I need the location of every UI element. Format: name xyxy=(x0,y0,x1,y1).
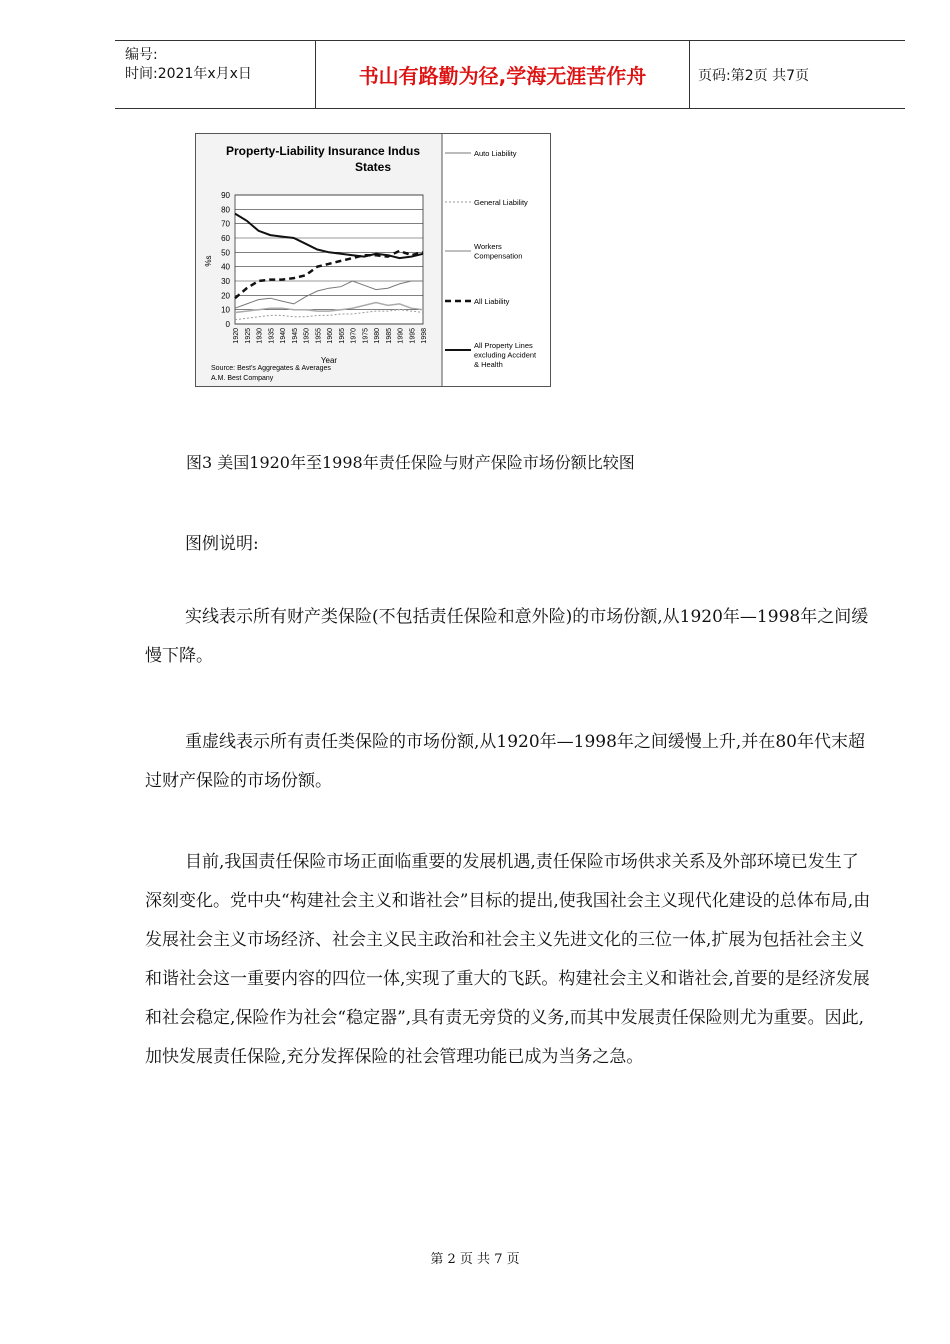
legend-label-line: excluding Accident xyxy=(474,350,537,360)
y-axis-label: %s xyxy=(204,255,213,267)
chart-title: Property-Liability Insurance Indus xyxy=(225,144,421,158)
x-tick-label: 1935 xyxy=(268,328,276,344)
y-tick-label: 60 xyxy=(221,234,230,243)
x-tick-label: 1955 xyxy=(315,328,323,344)
y-tick-label: 0 xyxy=(225,320,230,329)
y-tick-label: 70 xyxy=(221,219,230,229)
x-tick-label: 1965 xyxy=(338,328,346,344)
y-tick-label: 80 xyxy=(221,205,230,215)
legend-label-line: General Liability xyxy=(474,198,528,207)
page-footer: 第 2 页 共 7 页 xyxy=(430,1252,520,1267)
x-tick-label: 1950 xyxy=(303,328,311,344)
paragraph-dashed-line xyxy=(145,723,875,801)
paragraph-main xyxy=(145,843,875,1077)
legend-label-line: All Liability xyxy=(474,297,510,306)
x-tick-label: 1930 xyxy=(256,328,264,344)
chart-canvas xyxy=(195,133,551,387)
figure-caption: 图3 美国1920年至1998年责任保险与财产保险市场份额比较图 xyxy=(186,453,635,472)
x-tick-label: 1995 xyxy=(409,328,417,344)
x-tick-label: 1960 xyxy=(327,328,334,344)
legend-label xyxy=(474,198,528,207)
document-time-label: 时间:2021年x月x日 xyxy=(125,66,252,82)
x-tick-label: 1990 xyxy=(397,328,405,344)
y-tick-label: 40 xyxy=(221,262,230,272)
paragraph-dashed-line-text: 重虚线表示所有责任类保险的市场份额,从1920年—1998年之间缓慢上升,并在80年代末超过财产保险的市场份额。 xyxy=(145,732,865,791)
header-page-number: 页码:第2页 共7页 xyxy=(698,67,809,84)
legend-label-line: Compensation xyxy=(474,251,523,261)
market-share-chart xyxy=(195,133,551,387)
legend-label-line: Auto Liability xyxy=(474,149,517,158)
chart-source-line1: Source: Best's Aggregates & Averages xyxy=(211,365,331,372)
legend-label-line: All Property Lines xyxy=(474,341,533,350)
header-meta xyxy=(115,41,316,108)
paragraph-solid-line xyxy=(145,598,875,676)
legend-label-line: & Health xyxy=(474,360,503,369)
chart-source-line2: A.M. Best Company xyxy=(211,375,274,382)
y-tick-label: 90 xyxy=(221,191,230,200)
legend-label xyxy=(474,297,510,306)
y-tick-label: 30 xyxy=(221,277,230,286)
legend-label xyxy=(474,149,517,158)
page-header xyxy=(115,40,905,109)
document-number-label: 编号: xyxy=(125,47,158,63)
x-tick-label: 1940 xyxy=(280,328,287,344)
x-tick-label: 1985 xyxy=(385,328,393,344)
x-tick-label: 1998 xyxy=(421,328,428,344)
header-motto: 书山有路勤为径,学海无涯苦作舟 xyxy=(316,41,690,108)
paragraph-main-text: 目前,我国责任保险市场正面临重要的发展机遇,责任保险市场供求关系及外部环境已发生了深刻变化。党中央“构建社会主义和谐社会”目标的提出,使我国社会主义现代化建设的总体布局,由发展社会主义市场经济、社会主义民主政治和社会主义先进文化的三位一体,扩展为包括社会主义和谐社会这一重要内容的四位一体,实现了重大的飞跃。构建社会主义和谐社会,首要的是经济发展和社会稳定,保险作为社会“稳定器”,具有责无旁贷的义务,而其中发展责任保险则尤为重要。因此,加快发展责任保险,充分发挥保险的社会管理功能已成为当务之急。 xyxy=(145,852,871,1067)
y-tick-label: 50 xyxy=(221,248,230,258)
x-tick-label: 1925 xyxy=(244,328,252,344)
x-tick-label: 1945 xyxy=(291,328,299,344)
chart-title-line2: States xyxy=(354,160,392,174)
x-tick-label: 1970 xyxy=(350,328,358,344)
x-tick-label: 1975 xyxy=(362,328,370,344)
x-tick-label: 1980 xyxy=(374,328,381,344)
y-tick-label: 10 xyxy=(221,305,230,315)
legend-heading-text: 图例说明: xyxy=(185,534,259,554)
legend-label-line: Workers xyxy=(474,242,502,251)
legend-heading xyxy=(145,525,875,564)
grid-layer xyxy=(221,191,428,344)
x-axis-label: Year xyxy=(320,356,338,365)
y-tick-label: 20 xyxy=(221,291,230,301)
paragraph-solid-line-text: 实线表示所有财产类保险(不包括责任保险和意外险)的市场份额,从1920年—1998年之间缓慢下降。 xyxy=(145,607,869,666)
x-tick-label: 1920 xyxy=(233,328,240,344)
